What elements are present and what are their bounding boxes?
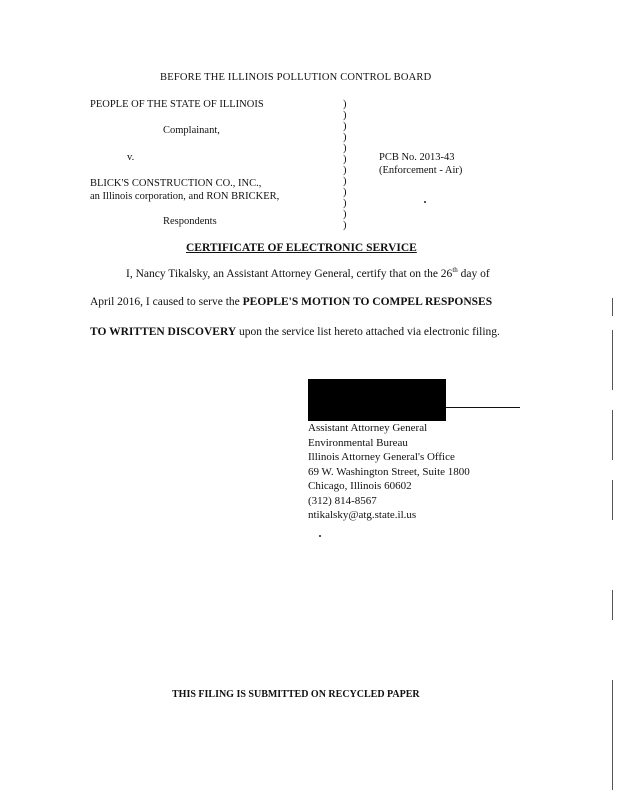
plaintiff-name: PEOPLE OF THE STATE OF ILLINOIS <box>90 99 264 110</box>
scan-edge-mark <box>612 590 613 620</box>
bracket-mark: ) <box>343 143 347 154</box>
certificate-line-1 <box>126 266 490 280</box>
ordinal-suffix: th <box>452 266 458 274</box>
defendant-description: an Illinois corporation, and RON BRICKER, <box>90 191 280 202</box>
certificate-line-2-text: April 2016, I caused to serve the <box>90 296 243 308</box>
plaintiff-role: Complainant, <box>163 125 220 136</box>
bracket-mark: ) <box>343 110 347 121</box>
bracket-mark: ) <box>343 165 347 176</box>
board-heading: BEFORE THE ILLINOIS POLLUTION CONTROL BOARD <box>160 72 432 83</box>
bracket-mark: ) <box>343 187 347 198</box>
bracket-mark: ) <box>343 198 347 209</box>
bracket-mark: ) <box>343 154 347 165</box>
bracket-mark: ) <box>343 220 347 231</box>
versus-label: v. <box>127 152 135 163</box>
scan-edge-mark <box>612 330 613 390</box>
certificate-line-1-end: day of <box>457 267 490 280</box>
scan-speck <box>424 201 426 203</box>
scan-edge-mark <box>612 680 613 790</box>
certificate-title: CERTIFICATE OF ELECTRONIC SERVICE <box>186 242 417 254</box>
signer-office: Illinois Attorney General's Office <box>308 451 455 463</box>
signer-title: Assistant Attorney General <box>308 422 428 434</box>
bracket-mark: ) <box>343 99 347 110</box>
bracket-mark: ) <box>343 176 347 187</box>
signer-phone: (312) 814-8567 <box>308 494 377 507</box>
redacted-signature <box>308 379 446 421</box>
scan-edge-mark <box>612 480 613 520</box>
scan-edge-mark <box>612 410 613 460</box>
certificate-line-2 <box>90 296 492 308</box>
bracket-mark: ) <box>343 132 347 143</box>
bracket-mark: ) <box>343 121 347 132</box>
recycled-paper-notice: THIS FILING IS SUBMITTED ON RECYCLED PAPER <box>172 689 420 700</box>
certificate-line-3-text: upon the service list hereto attached via electronic filing. <box>236 326 500 338</box>
scan-edge-mark <box>612 298 613 316</box>
certificate-line-3 <box>90 326 500 338</box>
signer-bureau: Environmental Bureau <box>308 436 408 449</box>
scan-speck <box>319 535 321 537</box>
defendant-name: BLICK'S CONSTRUCTION CO., INC., <box>90 178 262 189</box>
case-number: PCB No. 2013-43 <box>379 152 455 163</box>
defendant-role: Respondents <box>163 216 217 227</box>
certificate-line-1-text: I, Nancy Tikalsky, an Assistant Attorney General, certify that on the 26 <box>126 267 453 280</box>
case-type: (Enforcement - Air) <box>379 165 463 176</box>
motion-title-part-2: TO WRITTEN DISCOVERY <box>90 326 237 338</box>
signer-city: Chicago, Illinois 60602 <box>308 480 412 492</box>
signature-line <box>446 407 520 408</box>
signer-address: 69 W. Washington Street, Suite 1800 <box>308 465 470 478</box>
signer-email: ntikalsky@atg.state.il.us <box>308 509 417 521</box>
motion-title-part-1: PEOPLE'S MOTION TO COMPEL RESPONSES <box>242 296 493 308</box>
bracket-mark: ) <box>343 209 347 220</box>
signature-block <box>308 421 470 523</box>
caption-bracket-column <box>343 99 347 231</box>
